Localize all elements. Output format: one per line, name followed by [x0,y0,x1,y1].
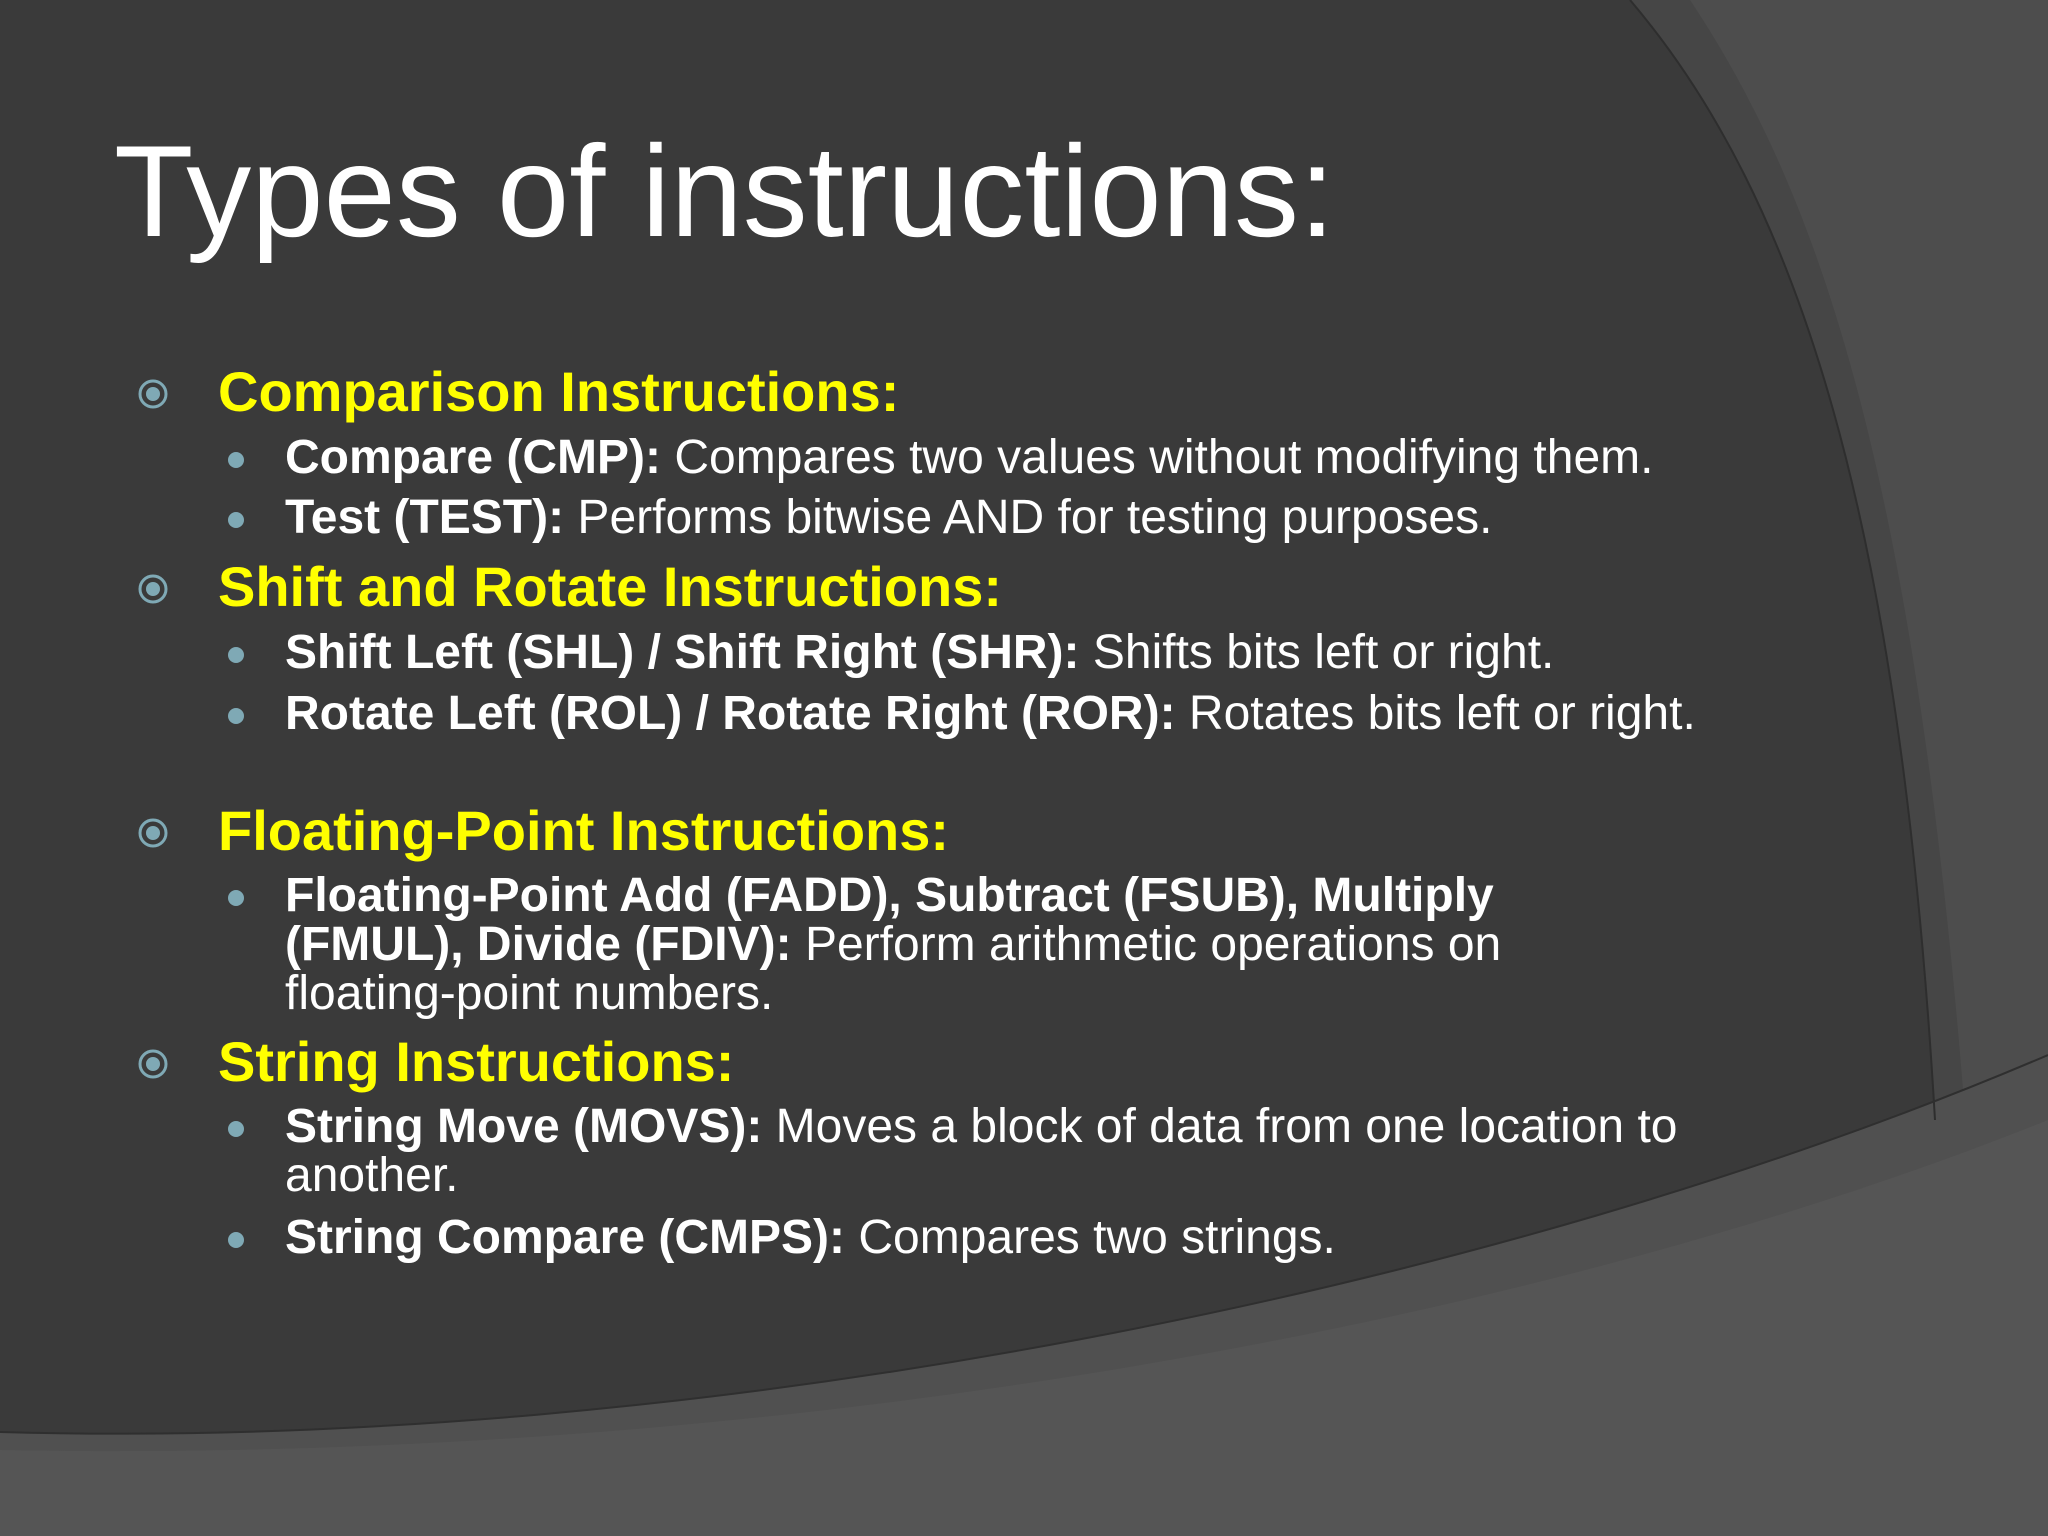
item-term: Test (TEST): [285,491,565,544]
item-desc: Moves a block of data from one location to another. [285,1100,1678,1202]
item-term: String Compare (CMPS): [285,1211,846,1264]
item-string-compare [285,1213,1785,1262]
section-heading-floating-point: Floating-Point Instructions: [218,799,950,862]
item-floating-point-ops [285,871,1620,1018]
section-heading-string: String Instructions: [218,1030,735,1093]
item-desc: Shifts bits left or right. [1079,626,1555,679]
bullet-dot [228,1121,244,1137]
circle-bullet-icon [137,1048,169,1080]
item-term: Floating-Point Add (FADD), Subtract (FSUB), Multiply (FMUL), Divide (FDIV): [285,869,1494,971]
section-heading-comparison: Comparison Instructions: [218,360,900,423]
slide-title: Types of instructions: [114,118,1336,264]
bullet-dot [228,452,244,468]
circle-bullet-icon [137,573,169,605]
item-term: Shift Left (SHL) / Shift Right (SHR): [285,626,1080,679]
item-shift [285,628,1785,677]
item-term: String Move (MOVS): [285,1100,763,1153]
bullet-dot [228,890,244,906]
item-test [285,493,1785,542]
circle-bullet-icon [137,817,169,849]
item-desc: Compares two strings. [845,1211,1336,1264]
item-string-move [285,1102,1755,1200]
circle-bullet-icon [137,378,169,410]
bullet-dot [228,647,244,663]
item-term: Compare (CMP): [285,431,662,484]
section-heading-shift-rotate: Shift and Rotate Instructions: [218,555,1002,618]
item-desc: Rotates bits left or right. [1175,687,1696,740]
item-desc: Compares two values without modifying them. [661,431,1654,484]
bullet-dot [228,1232,244,1248]
item-desc: Perform arithmetic operations on floating-point numbers. [285,918,1502,1020]
bullet-dot [228,708,244,724]
bullet-dot [228,512,244,528]
item-compare [285,433,1785,482]
item-term: Rotate Left (ROL) / Rotate Right (ROR): [285,687,1176,740]
item-rotate [285,689,1705,738]
item-desc: Performs bitwise AND for testing purposes. [564,491,1493,544]
